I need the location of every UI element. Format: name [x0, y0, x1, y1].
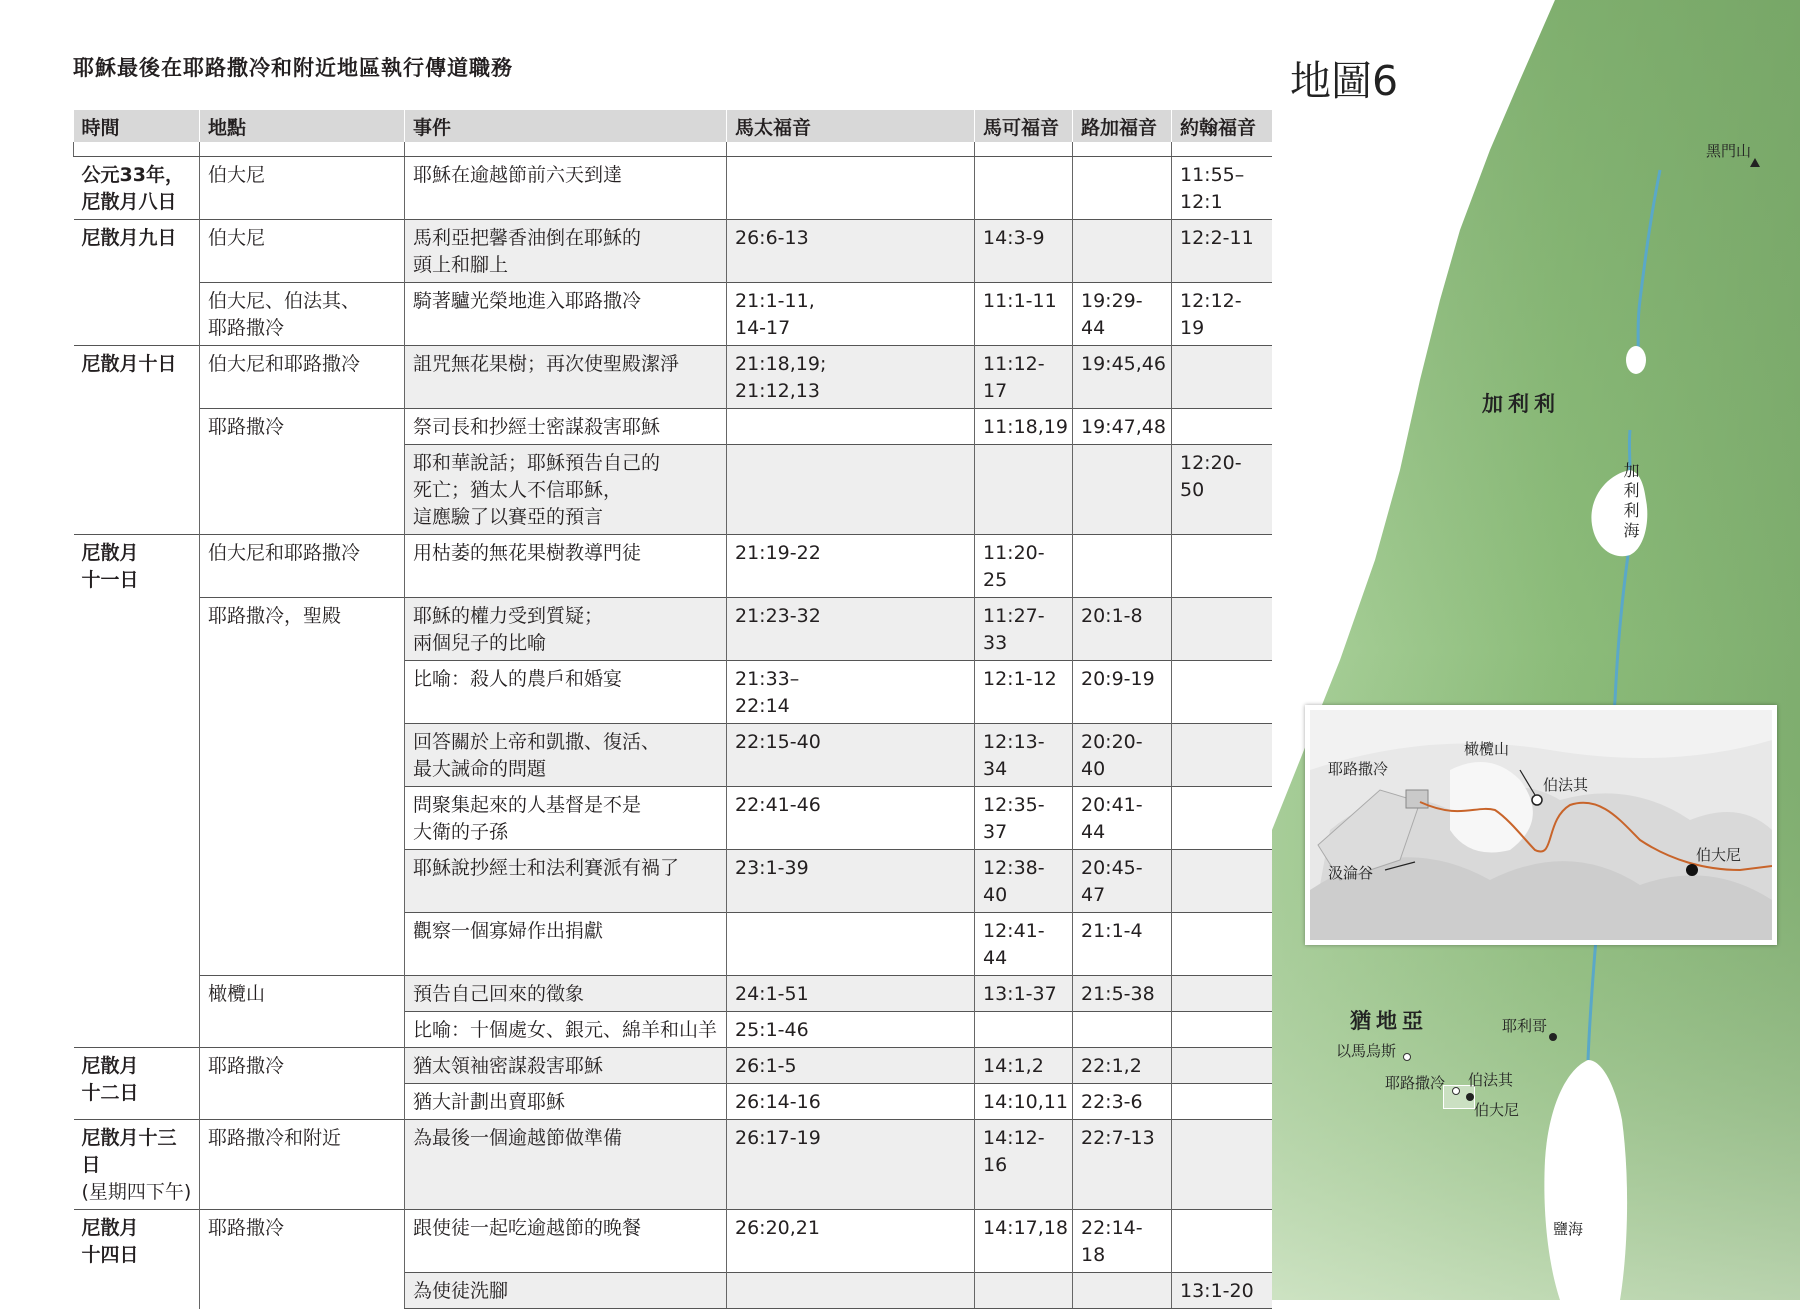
mark-ref: 12:35-37 — [975, 787, 1073, 850]
table-row — [74, 535, 1272, 598]
luke-ref: 21:5-38 — [1073, 976, 1172, 1012]
event-cell: 耶穌說抄經士和法利賽派有禍了 — [405, 850, 727, 913]
event-cell: 耶和華說話；耶穌預告自己的 死亡；猶太人不信耶穌， 這應驗了以賽亞的預言 — [405, 445, 727, 535]
label-jerusalem: 耶路撒冷 — [1385, 1074, 1446, 1092]
place-cell: 伯大尼和耶路撒冷 — [200, 535, 405, 598]
john-ref — [1172, 913, 1272, 976]
matthew-ref: 24:1-51 — [727, 976, 975, 1012]
luke-ref: 21:1-4 — [1073, 913, 1172, 976]
luke-ref: 20:1-8 — [1073, 598, 1172, 661]
header-time: 時間 — [74, 110, 200, 142]
inset-label-bethany: 伯大尼 — [1696, 846, 1742, 864]
luke-ref: 20:45-47 — [1073, 850, 1172, 913]
event-cell: 跟使徒一起吃逾越節的晚餐 — [405, 1210, 727, 1273]
label-dead-sea: 鹽海 — [1553, 1220, 1584, 1238]
john-ref — [1172, 346, 1272, 409]
emmaus-marker — [1403, 1053, 1411, 1061]
luke-ref — [1073, 220, 1172, 283]
jerusalem-inset-map — [1305, 705, 1777, 945]
john-ref — [1172, 598, 1272, 661]
john-ref: 12:2-11 — [1172, 220, 1272, 283]
table-row — [74, 1210, 1272, 1273]
luke-ref: 19:29-44 — [1073, 283, 1172, 346]
table-row — [74, 1120, 1272, 1210]
mark-ref — [975, 157, 1073, 220]
john-ref — [1172, 1210, 1272, 1273]
bethany-marker — [1466, 1093, 1474, 1101]
header-spacer — [74, 142, 1272, 157]
matthew-ref: 26:17-19 — [727, 1120, 975, 1210]
event-cell: 耶穌在逾越節前六天到達 — [405, 157, 727, 220]
mark-ref: 11:1-11 — [975, 283, 1073, 346]
luke-ref: 19:45,46 — [1073, 346, 1172, 409]
luke-ref: 19:47,48 — [1073, 409, 1172, 445]
john-ref — [1172, 535, 1272, 598]
mark-ref: 14:3-9 — [975, 220, 1073, 283]
header-mark: 馬可福音 — [975, 110, 1073, 142]
date-cell: 尼散月 十二日 — [74, 1048, 200, 1120]
inset-label-jerusalem: 耶路撒冷 — [1328, 760, 1389, 778]
table-row — [74, 346, 1272, 409]
luke-ref — [1073, 157, 1172, 220]
matthew-ref — [727, 1273, 975, 1309]
luke-ref: 22:14-18 — [1073, 1210, 1172, 1273]
mark-ref: 13:1-37 — [975, 976, 1073, 1012]
place-cell: 耶路撒冷 — [200, 1048, 405, 1120]
event-cell: 回答關於上帝和凱撒、復活、 最大誡命的問題 — [405, 724, 727, 787]
matthew-ref — [727, 409, 975, 445]
matthew-ref: 26:1-5 — [727, 1048, 975, 1084]
place-cell: 耶路撒冷，聖殿 — [200, 598, 405, 976]
mark-ref: 11:20-25 — [975, 535, 1073, 598]
john-ref — [1172, 1084, 1272, 1120]
mark-ref: 12:13-34 — [975, 724, 1073, 787]
event-cell: 觀察一個寡婦作出捐獻 — [405, 913, 727, 976]
ministry-schedule-table — [73, 110, 1272, 1309]
inset-label-mount-olives: 橄欖山 — [1464, 740, 1510, 758]
matthew-ref: 21:18,19; 21:12,13 — [727, 346, 975, 409]
luke-ref — [1073, 535, 1172, 598]
mark-ref: 14:17,18 — [975, 1210, 1073, 1273]
mark-ref — [975, 1273, 1073, 1309]
table-row — [74, 283, 1272, 346]
john-ref: 12:20-50 — [1172, 445, 1272, 535]
mark-ref: 14:12-16 — [975, 1120, 1073, 1210]
header-matthew: 馬太福音 — [727, 110, 975, 142]
place-cell: 橄欖山 — [200, 976, 405, 1048]
label-jericho: 耶利哥 — [1502, 1017, 1548, 1035]
event-cell: 猶大計劃出賣耶穌 — [405, 1084, 727, 1120]
luke-ref — [1073, 445, 1172, 535]
place-cell: 伯大尼、伯法其、 耶路撒冷 — [200, 283, 405, 346]
event-cell: 問聚集起來的人基督是不是 大衛的子孫 — [405, 787, 727, 850]
table-header-row — [74, 110, 1272, 142]
table-row — [74, 409, 1272, 445]
matthew-ref: 26:6-13 — [727, 220, 975, 283]
header-luke: 路加福音 — [1073, 110, 1172, 142]
john-ref: 11:55– 12:1 — [1172, 157, 1272, 220]
event-cell: 馬利亞把馨香油倒在耶穌的 頭上和腳上 — [405, 220, 727, 283]
matthew-ref: 21:33– 22:14 — [727, 661, 975, 724]
matthew-ref: 26:20,21 — [727, 1210, 975, 1273]
mark-ref: 11:18,19 — [975, 409, 1073, 445]
john-ref: 12:12-19 — [1172, 283, 1272, 346]
place-cell: 伯大尼 — [200, 220, 405, 283]
label-sea-of-galilee: 加利利海 — [1621, 462, 1640, 542]
luke-ref: 20:9-19 — [1073, 661, 1172, 724]
event-cell: 比喻：殺人的農戶和婚宴 — [405, 661, 727, 724]
event-cell: 騎著驢光榮地進入耶路撒冷 — [405, 283, 727, 346]
inset-label-kidron: 汲淪谷 — [1328, 864, 1374, 882]
table-row — [74, 976, 1272, 1012]
header-place: 地點 — [200, 110, 405, 142]
matthew-ref: 21:23-32 — [727, 598, 975, 661]
john-ref — [1172, 850, 1272, 913]
event-cell: 祭司長和抄經士密謀殺害耶穌 — [405, 409, 727, 445]
john-ref — [1172, 787, 1272, 850]
label-bethphage: 伯法其 — [1468, 1071, 1514, 1089]
mark-ref — [975, 445, 1073, 535]
event-cell: 耶穌的權力受到質疑； 兩個兒子的比喻 — [405, 598, 727, 661]
mark-ref: 12:38-40 — [975, 850, 1073, 913]
mark-ref: 11:27-33 — [975, 598, 1073, 661]
mountain-marker-icon — [1750, 158, 1760, 167]
john-ref — [1172, 661, 1272, 724]
page-title: 耶穌最後在耶路撒冷和附近地區執行傳道職務 — [73, 56, 513, 80]
date-sub: (星期四下午) — [81, 1181, 192, 1203]
event-cell: 比喻：十個處女、銀元、綿羊和山羊 — [405, 1012, 727, 1048]
jericho-marker — [1549, 1033, 1557, 1041]
john-ref — [1172, 724, 1272, 787]
matthew-ref: 21:19-22 — [727, 535, 975, 598]
matthew-ref: 21:1-11, 14-17 — [727, 283, 975, 346]
lake-huleh — [1626, 346, 1646, 374]
header-event: 事件 — [405, 110, 727, 142]
date-cell — [74, 1120, 200, 1210]
event-cell: 為最後一個逾越節做準備 — [405, 1120, 727, 1210]
event-cell: 猶太領袖密謀殺害耶穌 — [405, 1048, 727, 1084]
place-cell: 耶路撒冷和附近 — [200, 1120, 405, 1210]
place-cell: 伯大尼 — [200, 157, 405, 220]
luke-ref — [1073, 1012, 1172, 1048]
date-main: 尼散月十三日 — [81, 1127, 177, 1176]
mark-ref: 12:1-12 — [975, 661, 1073, 724]
event-cell: 預告自己回來的徵象 — [405, 976, 727, 1012]
date-cell: 尼散月 十一日 — [74, 535, 200, 1048]
john-ref — [1172, 1048, 1272, 1084]
label-judea: 猶地亞 — [1350, 1009, 1428, 1033]
date-cell: 尼散月 十四日 — [74, 1210, 200, 1309]
place-cell: 耶路撒冷 — [200, 1210, 405, 1309]
john-ref — [1172, 1012, 1272, 1048]
john-ref: 13:1-20 — [1172, 1273, 1272, 1309]
luke-ref: 22:3-6 — [1073, 1084, 1172, 1120]
map-number: 地圖6 — [1290, 57, 1399, 105]
matthew-ref — [727, 913, 975, 976]
label-bethany: 伯大尼 — [1474, 1101, 1520, 1119]
matthew-ref: 25:1-46 — [727, 1012, 975, 1048]
event-cell: 用枯萎的無花果樹教導門徒 — [405, 535, 727, 598]
label-emmaus: 以馬烏斯 — [1336, 1042, 1397, 1060]
luke-ref: 20:20-40 — [1073, 724, 1172, 787]
matthew-ref — [727, 445, 975, 535]
luke-ref — [1073, 1273, 1172, 1309]
matthew-ref: 22:41-46 — [727, 787, 975, 850]
matthew-ref: 23:1-39 — [727, 850, 975, 913]
table-row — [74, 1048, 1272, 1084]
date-cell: 公元33年， 尼散月八日 — [74, 157, 200, 220]
date-cell: 尼散月十日 — [74, 346, 200, 535]
table-row — [74, 157, 1272, 220]
event-cell: 為使徒洗腳 — [405, 1273, 727, 1309]
event-cell: 詛咒無花果樹；再次使聖殿潔淨 — [405, 346, 727, 409]
matthew-ref: 22:15-40 — [727, 724, 975, 787]
mark-ref: 12:41-44 — [975, 913, 1073, 976]
matthew-ref: 26:14-16 — [727, 1084, 975, 1120]
header-john: 約翰福音 — [1172, 110, 1272, 142]
inset-terrain — [1310, 710, 1772, 940]
john-ref — [1172, 976, 1272, 1012]
label-mount-hermon: 黑門山 — [1706, 142, 1752, 160]
matthew-ref — [727, 157, 975, 220]
label-galilee: 加利利 — [1482, 392, 1560, 416]
mark-ref — [975, 1012, 1073, 1048]
place-cell: 伯大尼和耶路撒冷 — [200, 346, 405, 409]
place-cell: 耶路撒冷 — [200, 409, 405, 535]
luke-ref: 20:41-44 — [1073, 787, 1172, 850]
table-row — [74, 598, 1272, 661]
date-cell: 尼散月九日 — [74, 220, 200, 346]
john-ref — [1172, 1120, 1272, 1210]
luke-ref: 22:1,2 — [1073, 1048, 1172, 1084]
table-row — [74, 220, 1272, 283]
mark-ref: 14:1,2 — [975, 1048, 1073, 1084]
john-ref — [1172, 409, 1272, 445]
luke-ref: 22:7-13 — [1073, 1120, 1172, 1210]
mark-ref: 11:12-17 — [975, 346, 1073, 409]
mark-ref: 14:10,11 — [975, 1084, 1073, 1120]
inset-label-bethphage: 伯法其 — [1543, 776, 1589, 794]
jerusalem-marker — [1452, 1087, 1460, 1095]
